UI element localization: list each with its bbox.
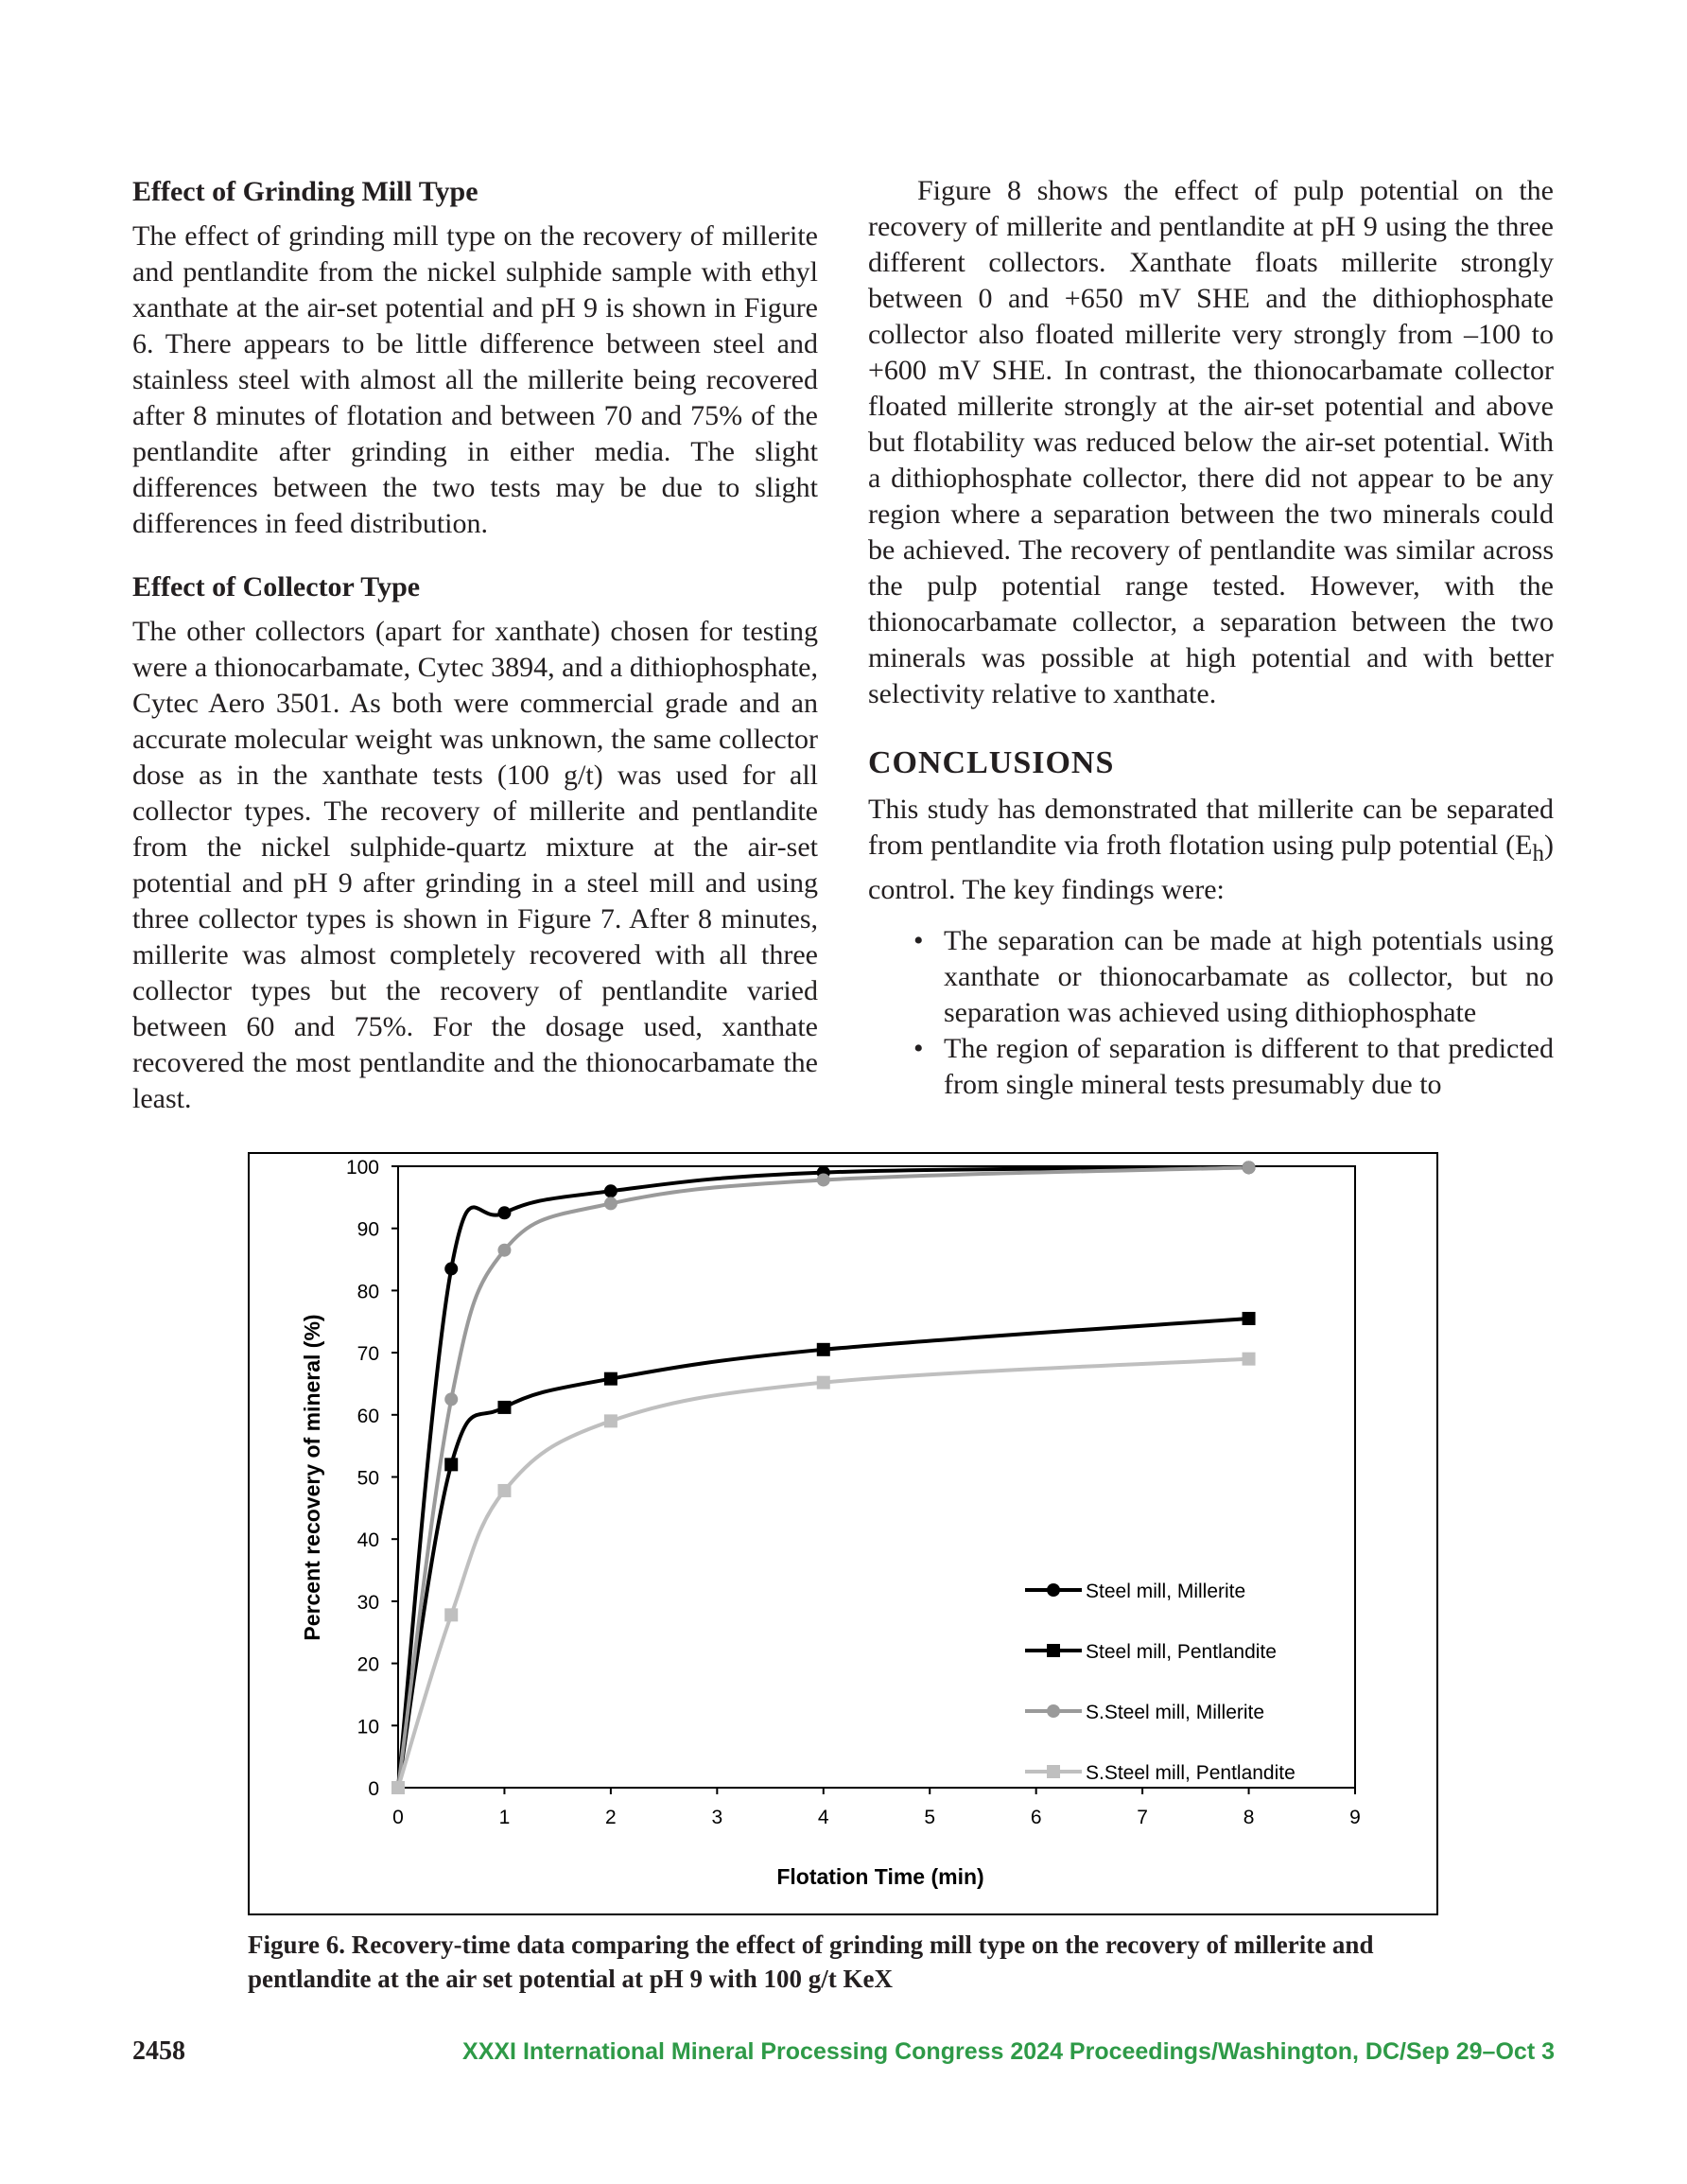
paragraph-figure-8: Figure 8 shows the effect of pulp potential on the recovery of millerite and pentlandite at pH 9 using the three different collectors. Xanthate floats millerite strongly between 0 and +650 mV SHE and the dithiophosphate collector also floated millerite very strongly from –100 to +600 mV SHE. In contrast, the thionocarbamate collector floated millerite strongly at the air-set potential and above but flotability was reduced below the air-set potential. With a dithiophosphate collector, there did not appear to be any region where a separation between the two minerals could be achieved. The recovery of pentlandite was similar across the pulp potential range tested. However, with the thionocarbamate collector, a separation between the two minerals was possible at high potential and with better selectivity relative to xanthate.	[868, 175, 1554, 709]
y-tick-label: 0	[368, 1778, 379, 1800]
y-tick-label: 50	[357, 1467, 379, 1490]
conclusions-subscript: h	[1532, 841, 1544, 866]
data-point	[444, 1458, 458, 1471]
figure-caption: Figure 6. Recovery-time data comparing the effect of grinding mill type on the recovery of millerite and pentlandite at the air set potential at pH 9 with 100 g/t KeX	[248, 1931, 1374, 1993]
bullet-marker: •	[913, 1033, 924, 1064]
paragraph-grinding-mill: The effect of grinding mill type on the recovery of millerite and pentlandite from the nickel sulphide sample with ethyl xanthate at the air-set potential and pH 9 is shown in Figure 6. There appears to be little difference between steel and stainless steel with almost all the millerite being recovered after 8 minutes of flotation and between 70 and 75% of the pentlandite after grinding in either media. The slight differences between the two tests may be due to slight differences in feed distribution.	[132, 220, 818, 539]
x-tick-label: 6	[1030, 1807, 1042, 1828]
list-item-text: The separation can be made at high potentials using xanthate or thionocarbamate as collector, but no separation was achieved using dithiophosphate	[944, 925, 1554, 1028]
data-point	[1243, 1312, 1256, 1325]
conclusions-text-1: This study has demonstrated that millerite can be separated from pentlandite via froth flotation using pulp potential (E	[868, 794, 1554, 861]
x-tick-label: 0	[392, 1807, 404, 1828]
x-tick-label: 2	[605, 1807, 617, 1828]
conclusions-heading: CONCLUSIONS	[868, 745, 1115, 780]
data-point	[497, 1244, 511, 1257]
data-point	[604, 1184, 617, 1197]
figure-6	[248, 1152, 1438, 1915]
bullet-marker: •	[913, 925, 924, 956]
y-tick-label: 20	[357, 1653, 379, 1676]
recovery-time-chart	[248, 1152, 1438, 1915]
x-tick-label: 4	[817, 1807, 829, 1828]
chart-frame	[249, 1153, 1437, 1914]
data-point	[444, 1392, 458, 1406]
x-tick-label: 7	[1137, 1807, 1148, 1828]
conference-title: XXXI International Mineral Processing Congress 2024 Proceedings/Washington, DC/Sep 29–Oct 3	[462, 2038, 1555, 2065]
x-tick-label: 5	[924, 1807, 936, 1828]
list-item	[913, 923, 1554, 1031]
data-point	[604, 1197, 617, 1210]
right-column	[868, 173, 1554, 1103]
data-point	[1243, 1353, 1256, 1366]
legend-marker	[1047, 1704, 1060, 1718]
data-point	[497, 1484, 511, 1497]
conclusions-text-2: ) control. The key findings were:	[868, 830, 1554, 905]
legend-marker	[1047, 1583, 1060, 1597]
list-item	[913, 1031, 1554, 1103]
legend-marker	[1047, 1765, 1060, 1778]
x-axis-label: Flotation Time (min)	[776, 1864, 984, 1889]
section-heading-collector-type: Effect of Collector Type	[132, 571, 421, 603]
left-column	[132, 173, 818, 1117]
data-point	[497, 1401, 511, 1414]
paragraph-collector-type: The other collectors (apart for xanthate) chosen for testing were a thionocarbamate, Cytec 3894, and a dithiophosphate, Cytec Aero 3501. As both were commercial grade and an accurate molecular weight was unknown, the same collector dose as in the xanthate tests (100 g/t) was used for all collector types. The recovery of millerite and pentlandite from the nickel sulphide-quartz mixture at the air-set potential and pH 9 after grinding in a steel mill and using three collector types is shown in Figure 7. After 8 minutes, millerite was almost completely recovered with all three collector types but the recovery of pentlandite varied between 60 and 75%. For the dosage used, xanthate recovered the most pentlandite and the thionocarbamate the least.	[132, 616, 818, 1114]
y-tick-label: 30	[357, 1591, 379, 1614]
y-tick-label: 100	[345, 1157, 379, 1179]
data-point	[444, 1262, 458, 1275]
data-point	[817, 1343, 830, 1356]
data-point	[604, 1372, 617, 1386]
y-tick-label: 10	[357, 1716, 379, 1738]
data-point	[817, 1173, 830, 1186]
y-tick-label: 90	[357, 1218, 379, 1241]
x-tick-label: 9	[1349, 1807, 1361, 1828]
page-number: 2458	[132, 2036, 185, 2066]
data-point	[391, 1781, 405, 1794]
legend-label: Steel mill, Millerite	[1086, 1581, 1246, 1602]
y-axis-label: Percent recovery of mineral (%)	[300, 1314, 324, 1641]
data-point	[1243, 1161, 1256, 1174]
x-tick-label: 3	[711, 1807, 723, 1828]
y-tick-label: 70	[357, 1343, 379, 1366]
legend-label: S.Steel mill, Pentlandite	[1086, 1762, 1296, 1784]
legend-marker	[1047, 1644, 1060, 1657]
list-item-text: The region of separation is different to that predicted from single mineral tests presumably due to	[944, 1033, 1554, 1100]
page-footer	[132, 2036, 1555, 2074]
x-tick-label: 8	[1243, 1807, 1255, 1828]
conclusions-paragraph	[868, 792, 1554, 908]
data-point	[444, 1608, 458, 1621]
data-point	[604, 1414, 617, 1427]
x-tick-label: 1	[498, 1807, 511, 1828]
findings-list	[868, 923, 1554, 1103]
legend-label: S.Steel mill, Millerite	[1086, 1702, 1265, 1723]
data-point	[497, 1206, 511, 1219]
data-point	[817, 1376, 830, 1389]
section-heading-grinding-mill: Effect of Grinding Mill Type	[132, 176, 478, 207]
y-tick-label: 40	[357, 1529, 379, 1552]
legend-label: Steel mill, Pentlandite	[1086, 1641, 1277, 1663]
y-tick-label: 80	[357, 1281, 379, 1303]
y-tick-label: 60	[357, 1405, 379, 1427]
